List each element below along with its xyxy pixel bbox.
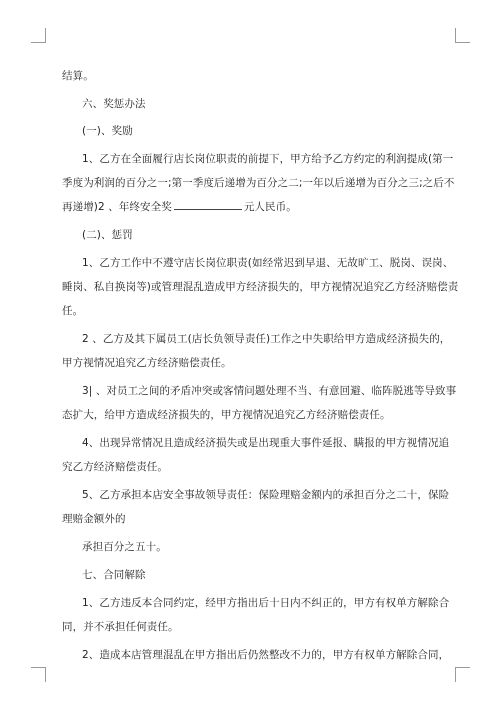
text-line: 同，并不承担任何责任。 — [62, 621, 179, 633]
text-segment: 元人民币。 — [243, 201, 297, 213]
text-line — [62, 200, 297, 214]
text-line: 睡岗、私自换岗等)或管理混乱造成甲方经济损失的，甲方视情况追究乙方经济赔偿责 — [62, 281, 459, 293]
text-line: 1、乙方违反本合同约定，经甲方指出后十日内不纠正的，甲方有权单方解除合 — [82, 597, 450, 609]
text-line: 2 、乙方及其下属员工(店长负领导责任)工作之中失职给甲方造成经济损失的， — [82, 333, 451, 345]
crop-mark-top-right — [455, 28, 470, 43]
text-line: 1、乙方在全面履行店长岗位职责的前提下，甲方给予乙方约定的利润提成(第一 — [82, 153, 454, 165]
text-line: 结算。 — [62, 70, 94, 82]
fill-in-blank — [174, 200, 242, 210]
text-line: 承担百分之五十。 — [82, 541, 167, 553]
text-line: 2、造成本店管理混乱在甲方指出后仍然整改不力的，甲方有权单方解除合同， — [82, 649, 450, 661]
text-line: 甲方视情况追究乙方经济赔偿责任。 — [62, 357, 232, 369]
text-line: 态扩大，给甲方造成经济损失的，甲方视情况追究乙方经济赔偿责任。 — [62, 409, 391, 421]
text-line: 任。 — [62, 305, 84, 317]
crop-mark-top-left — [31, 28, 46, 43]
text-line: 4、出现异常情况且造成经济损失或是出现重大事件延报、瞒报的甲方视情况追 — [82, 437, 450, 449]
text-line: 5、乙方承担本店安全事故领导责任：保险理赔金额内的承担百分之二十，保险 — [82, 489, 450, 501]
text-line: 理赔金额外的 — [62, 513, 126, 525]
section-heading: 六、奖惩办法 — [82, 98, 146, 110]
subsection-heading: (一)、奖励 — [82, 125, 133, 137]
text-line: 1、乙方工作中不遵守店长岗位职责(如经常迟到早退、无故旷工、脱岗、误岗、 — [82, 257, 454, 269]
crop-mark-bottom-left — [31, 667, 46, 682]
subsection-heading: (二)、惩罚 — [82, 229, 133, 241]
text-line: 究乙方经济赔偿责任。 — [62, 461, 168, 473]
section-heading: 七、合同解除 — [82, 569, 146, 581]
crop-mark-bottom-right — [455, 667, 470, 682]
text-line: 3| 、对员工之间的矛盾冲突或客情问题处理不当、有意回避、临阵脱逃等导致事 — [82, 385, 457, 397]
text-line: 季度为利润的百分之一;第一季度后递增为百分之二;一年以后递增为百分之三;之后不 — [62, 177, 455, 189]
text-segment: 再递增)2 、年终安全奖 — [62, 201, 172, 213]
